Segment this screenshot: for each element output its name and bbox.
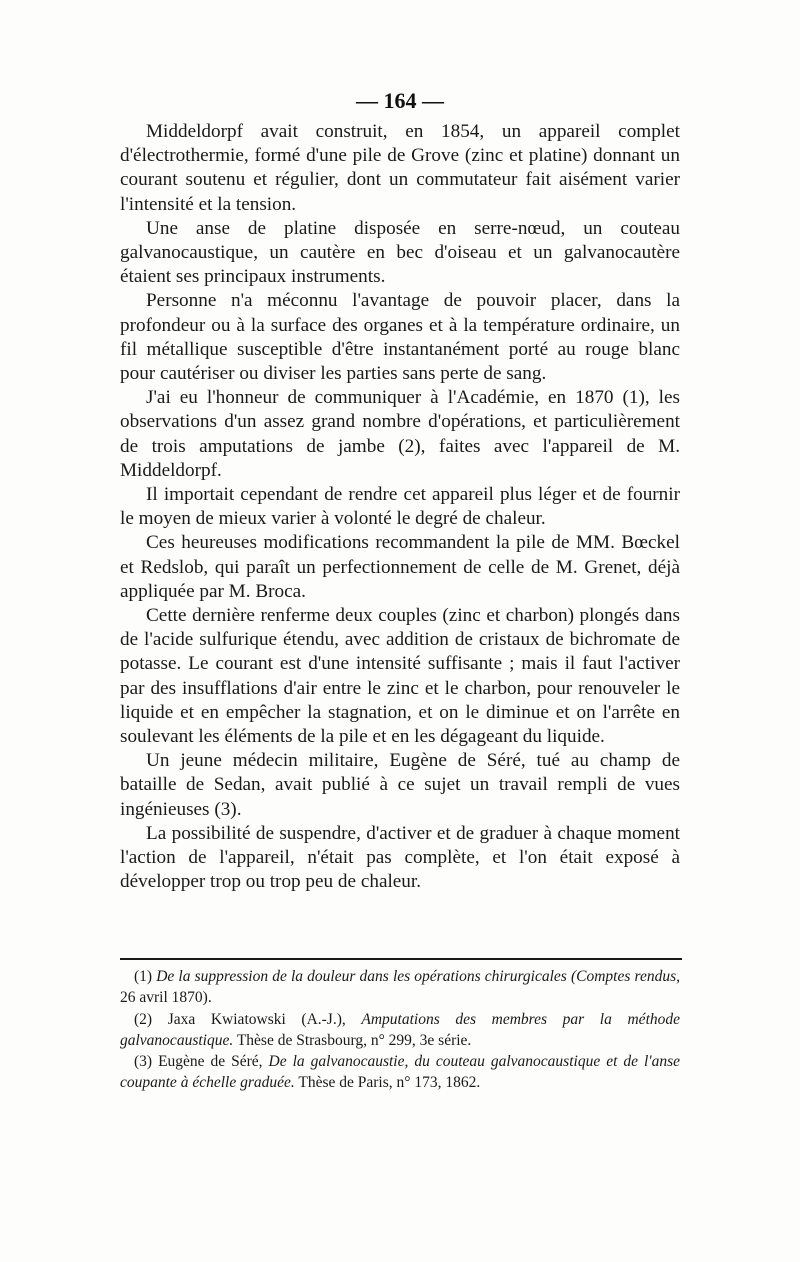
footnote-author: Jaxa Kwiatowski (A.-J.), bbox=[167, 1010, 346, 1028]
footnote-details: 26 avril 1870). bbox=[120, 989, 212, 1007]
paragraph: Middeldorpf avait construit, en 1854, un appareil complet d'électrothermie, formé d'une pile de Grove (zinc et platine) donnant un courant soutenu et régulier, dont un commutateur fait aisément varier l'intensité et la tension. bbox=[120, 121, 680, 215]
footnote-publication: (Comptes rendus, bbox=[570, 968, 681, 985]
body-text bbox=[120, 120, 680, 895]
paragraph: Un jeune médecin militaire, Eugène de Séré, tué au champ de bataille de Sedan, avait publié à ce sujet un travail rempli de vues ingénieuses (3). bbox=[120, 750, 680, 820]
footnote-details: Thèse de Paris, n° 173, 1862. bbox=[298, 1074, 481, 1092]
paragraph: Cette dernière renferme deux couples (zinc et charbon) plongés dans de l'acide sulfurique étendu, avec addition de cristaux de bichromate de potasse. Le courant est d'une intensité suffisante ; mais il faut l'activer par des insufflations d'air entre le zinc et le charbon, pour renouveler le liquide et en empêcher la stagnation, et on le diminue et on l'arrête en soulevant les éléments de la pile et en les dégageant du liquide. bbox=[120, 605, 680, 748]
footnote-number: (1) bbox=[134, 968, 153, 985]
footnotes bbox=[120, 966, 680, 1094]
footnote-number: (2) bbox=[134, 1010, 153, 1028]
page-number: — 164 — bbox=[356, 88, 444, 113]
footnote-number: (3) bbox=[134, 1053, 153, 1071]
footnote-title: De la suppression de la douleur dans les opérations chirurgicales bbox=[156, 968, 567, 985]
paragraph: Il importait cependant de rendre cet appareil plus léger et de fournir le moyen de mieux varier à volonté le degré de chaleur. bbox=[120, 484, 680, 530]
paragraph: Personne n'a méconnu l'avantage de pouvoir placer, dans la profondeur ou à la surface des organes et à la température ordinaire, un fil métallique susceptible d'être instantanément porté au rouge blanc pour cautériser ou diviser les parties sans perte de sang. bbox=[120, 290, 680, 385]
footnote-title: Amputations des membres par la méthode galvanocaustique. bbox=[120, 1010, 680, 1049]
paragraph: J'ai eu l'honneur de communiquer à l'Académie, en 1870 (1), les observations d'un assez grand nombre d'opérations, et particulièrement de trois amputations de jambe (2), faites avec l'appareil de M. Middeldorpf. bbox=[120, 387, 680, 481]
footnote-title: De la galvanocaustie, du couteau galvanocaustique et de l'anse coupante à échelle graduée. bbox=[120, 1053, 681, 1092]
footnote-3 bbox=[120, 1051, 680, 1094]
paragraph: Ces heureuses modifications recommandent la pile de MM. Bœckel et Redslob, qui paraît un perfectionnement de celle de M. Grenet, déjà appliquée par M. Broca. bbox=[120, 532, 680, 602]
footnote-1 bbox=[120, 966, 680, 1009]
footnote-details: Thèse de Strasbourg, n° 299, 3e série. bbox=[236, 1031, 472, 1049]
footnote-rule bbox=[120, 958, 682, 960]
footnote-author: Eugène de Séré, bbox=[158, 1053, 263, 1071]
footnote-2 bbox=[120, 1009, 680, 1052]
paragraph: Une anse de platine disposée en serre-nœud, un couteau galvanocaustique, un cautère en bec d'oiseau et un galvanocautère étaient ses principaux instruments. bbox=[120, 217, 680, 288]
paragraph: La possibilité de suspendre, d'activer et de graduer à chaque moment l'action de l'appareil, n'était pas complète, et l'on était exposé à développer trop ou trop peu de chaleur. bbox=[120, 822, 680, 893]
